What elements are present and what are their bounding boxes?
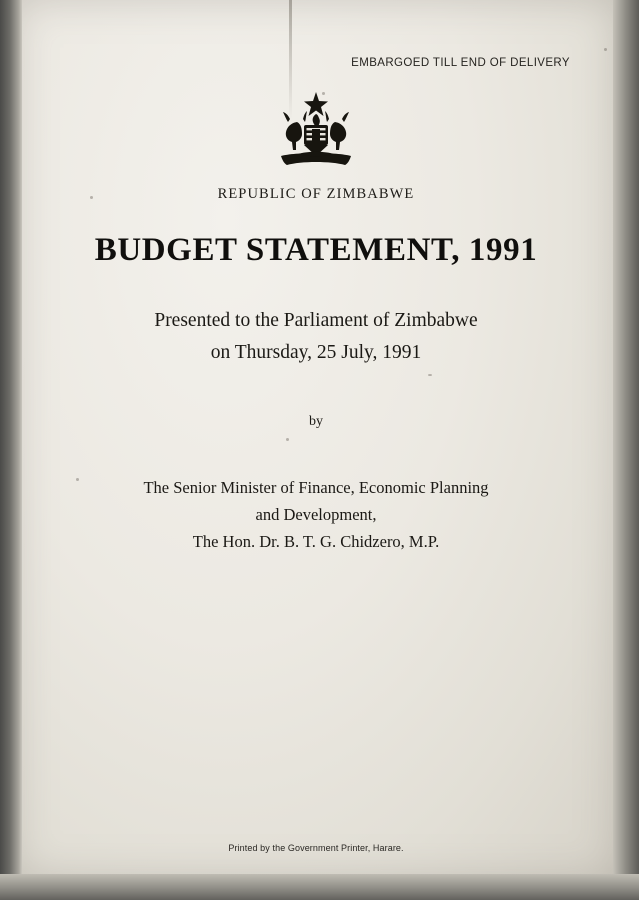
republic-caption: REPUBLIC OF ZIMBABWE: [217, 186, 415, 202]
author-line-3: The Hon. Dr. B. T. G. Chidzero, M.P.: [192, 532, 440, 551]
embargo-notice: EMBARGOED TILL END OF DELIVERY: [351, 57, 570, 69]
title-page-content: [16, 0, 616, 878]
presented-line-1: Presented to the Parliament of Zimbabwe: [154, 310, 478, 331]
by-label: by: [309, 414, 323, 429]
presented-line-2: on Thursday, 25 July, 1991: [210, 342, 422, 363]
coat-of-arms-icon: [16, 92, 616, 176]
page-title: BUDGET STATEMENT, 1991: [94, 232, 538, 268]
author-line-2: and Development,: [255, 505, 377, 524]
author-line-1: The Senior Minister of Finance, Economic Planning: [143, 478, 489, 497]
right-page-edge-shadow: [613, 0, 639, 900]
printer-imprint: Printed by the Government Printer, Harare.: [228, 843, 404, 853]
